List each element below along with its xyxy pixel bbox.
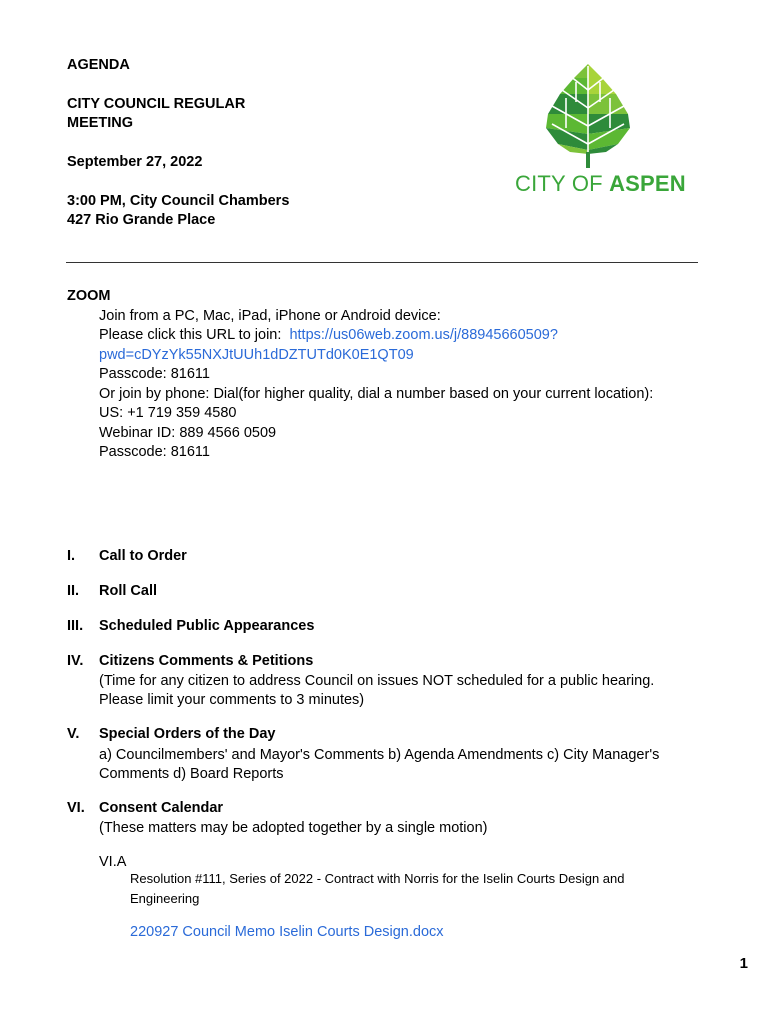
page-number: 1 — [739, 955, 748, 972]
item-iv-number: IV. — [67, 653, 84, 669]
aspen-leaf-logo-icon — [540, 62, 636, 170]
item-v-title: Special Orders of the Day — [99, 726, 276, 742]
item-i-title: Call to Order — [99, 548, 187, 564]
item-iv-body-line1: (Time for any citizen to address Council on issues NOT scheduled for a public hearing. — [99, 673, 655, 689]
meeting-time-place: 3:00 PM, City Council Chambers — [67, 193, 290, 209]
agenda-label: AGENDA — [67, 57, 130, 73]
zoom-url-link-part1[interactable]: https://us06web.zoom.us/j/88945660509? — [289, 327, 558, 343]
zoom-passcode: Passcode: 81611 — [99, 366, 210, 382]
item-ii-title: Roll Call — [99, 583, 158, 599]
zoom-url-line — [99, 326, 558, 346]
item-v-body-line2: Comments d) Board Reports — [99, 766, 284, 782]
item-vi-title: Consent Calendar — [99, 800, 224, 816]
item-i-number: I. — [67, 548, 76, 564]
item-ii-number: II. — [67, 583, 80, 599]
city-of-aspen-wordmark — [515, 171, 686, 197]
header-divider — [66, 262, 698, 263]
item-vi-body-line1: (These matters may be adopted together by a single motion) — [99, 820, 488, 836]
wordmark-aspen: ASPEN — [609, 171, 686, 196]
wordmark-city-of: CITY OF — [515, 171, 610, 196]
zoom-webinar-id: Webinar ID: 889 4566 0509 — [99, 425, 277, 441]
item-iii-title: Scheduled Public Appearances — [99, 618, 315, 634]
item-v-body-line1: a) Councilmembers' and Mayor's Comments b) Agenda Amendments c) City Manager's — [99, 747, 660, 763]
item-vi-number: VI. — [67, 800, 85, 816]
zoom-join-line: Join from a PC, Mac, iPad, iPhone or Android device: — [99, 308, 441, 324]
item-v-number: V. — [67, 726, 80, 742]
item-iii-number: III. — [67, 618, 84, 634]
meeting-address: 427 Rio Grande Place — [67, 212, 216, 228]
zoom-url-prefix: Please click this URL to join: — [99, 327, 290, 343]
meeting-title-line1: CITY COUNCIL REGULAR — [67, 96, 246, 112]
item-vi-a-line1: Resolution #111, Series of 2022 - Contract with Norris for the Iselin Courts Design and — [130, 871, 625, 886]
item-vi-a-label: VI.A — [99, 854, 127, 870]
zoom-title: ZOOM — [67, 288, 111, 304]
item-iv-body-line2: Please limit your comments to 3 minutes) — [99, 692, 365, 708]
meeting-title-line2: MEETING — [67, 115, 134, 131]
item-iv-title: Citizens Comments & Petitions — [99, 653, 314, 669]
meeting-date: September 27, 2022 — [67, 154, 203, 170]
zoom-phone-line: Or join by phone: Dial(for higher quality, dial a number based on your current location): — [99, 386, 654, 402]
zoom-url-link-part2[interactable]: pwd=cDYzYk55NXJtUUh1dDZTUTd0K0E1QT09 — [99, 347, 414, 363]
item-vi-a-attachment-link[interactable]: 220927 Council Memo Iselin Courts Design.docx — [130, 924, 444, 940]
zoom-passcode-2: Passcode: 81611 — [99, 444, 210, 460]
item-vi-a-line2: Engineering — [130, 891, 200, 906]
zoom-us-number: US: +1 719 359 4580 — [99, 405, 237, 421]
